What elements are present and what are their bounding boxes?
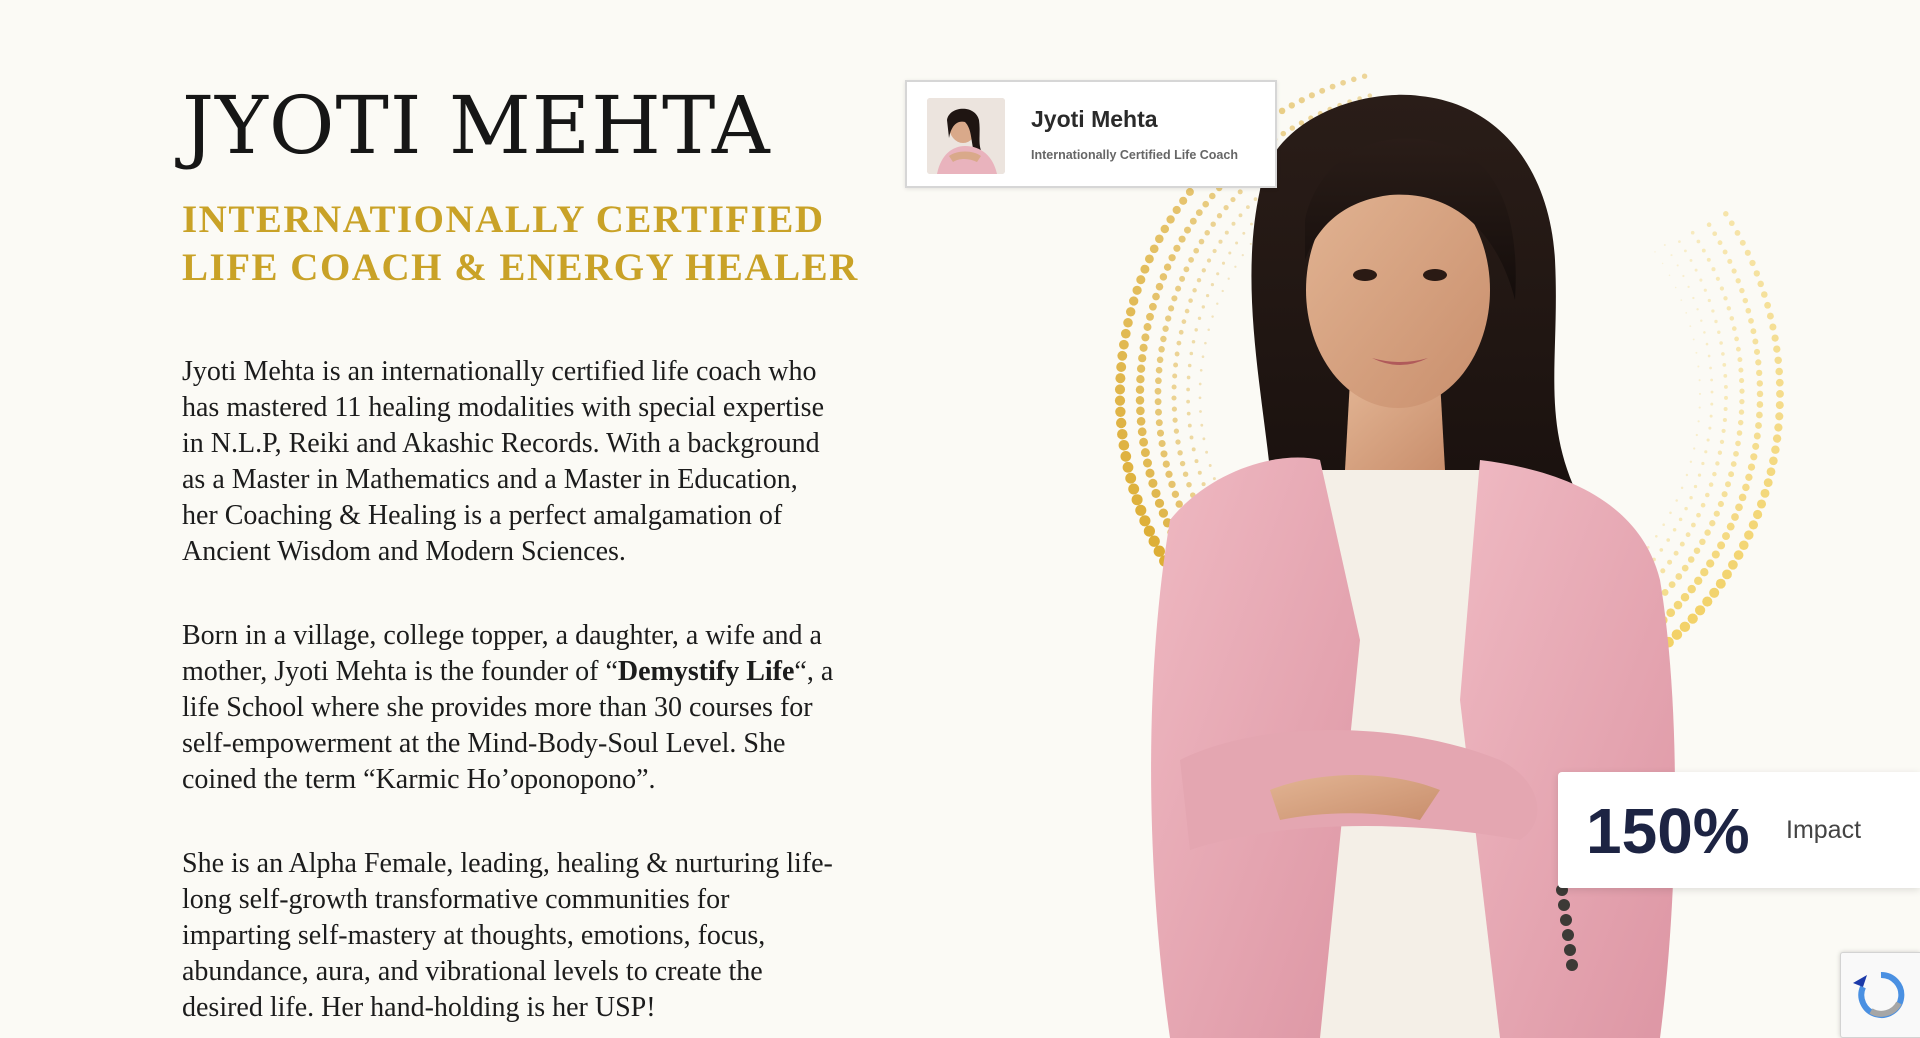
bio-line: abundance, aura, and vibrational levels to create the [182, 956, 763, 987]
bio-line [182, 654, 882, 690]
impact-stat-card [1558, 772, 1920, 888]
bio-line: self-empowerment at the Mind-Body-Soul Level. She [182, 728, 786, 759]
impact-label: Impact [1786, 816, 1862, 844]
profile-role: Internationally Certified Life Coach [1031, 148, 1238, 162]
bio-text: mother, Jyoti Mehta is the founder of “ [182, 656, 618, 687]
bio-line: has mastered 11 healing modalities with special expertise [182, 392, 824, 423]
bio-paragraph-1 [182, 354, 882, 570]
recaptcha-icon [1841, 953, 1920, 1038]
bio-line: her Coaching & Healing is a perfect amalgamation of [182, 500, 783, 531]
profile-card [905, 80, 1277, 188]
page-title: JYOTI MEHTA [182, 79, 771, 172]
bio-paragraph-2 [182, 618, 882, 798]
subtitle [182, 196, 882, 292]
bio-line: as a Master in Mathematics and a Master in Education, [182, 464, 798, 495]
avatar [927, 98, 1005, 174]
bio-line: life School where she provides more than 30 courses for [182, 692, 813, 723]
subtitle-line: LIFE COACH & ENERGY HEALER [182, 246, 859, 289]
bio-line: Born in a village, college topper, a daughter, a wife and a [182, 620, 822, 651]
recaptcha-badge[interactable] [1840, 952, 1920, 1038]
about-section [182, 78, 882, 1026]
bio-line: long self-growth transformative communities for [182, 884, 730, 915]
subtitle-line: INTERNATIONALLY CERTIFIED [182, 198, 825, 241]
bio-line: coined the term “Karmic Ho’oponopono”. [182, 764, 656, 795]
bio-line: Ancient Wisdom and Modern Sciences. [182, 536, 626, 567]
profile-name: Jyoti Mehta [1031, 106, 1158, 132]
impact-value: 150% [1586, 795, 1750, 867]
bio-line: desired life. Her hand-holding is her USP! [182, 992, 656, 1023]
school-name: Demystify Life [617, 656, 795, 687]
bio-text: “, a [794, 656, 834, 687]
bio-line: in N.L.P, Reiki and Akashic Records. With a background [182, 428, 820, 459]
bio-line: Jyoti Mehta is an internationally certified life coach who [182, 356, 817, 387]
bio-line: imparting self-mastery at thoughts, emotions, focus, [182, 920, 766, 951]
bio-paragraph-3 [182, 846, 882, 1026]
bio-line: She is an Alpha Female, leading, healing & nurturing life- [182, 848, 833, 879]
